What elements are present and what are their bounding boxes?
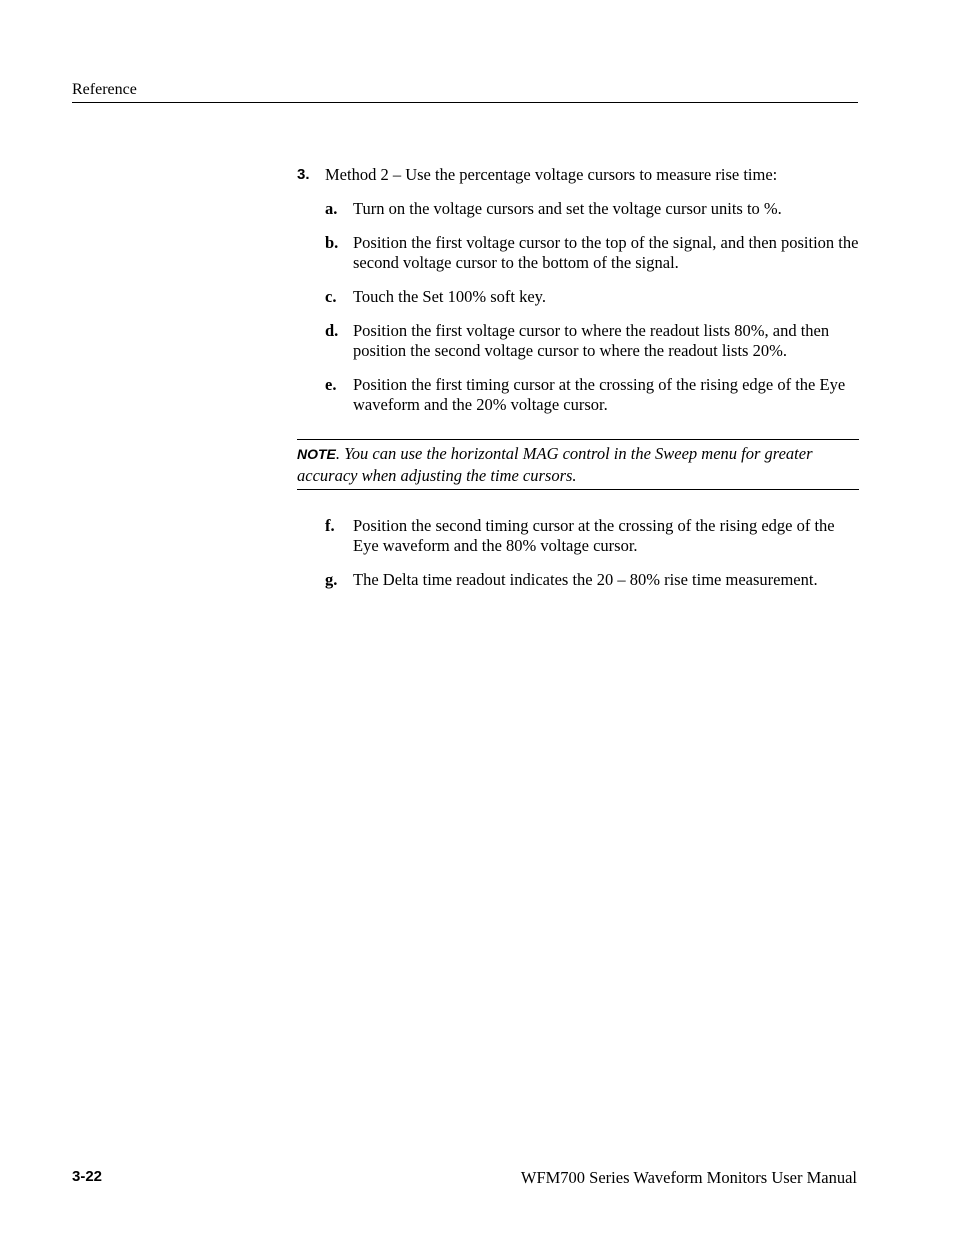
substep-text: Position the first timing cursor at the crossing of the rising edge of the Eye waveform and the 20% voltage cursor. <box>353 375 846 414</box>
header-rule <box>72 102 858 103</box>
substep-g <box>297 570 859 590</box>
manual-title: WFM700 Series Waveform Monitors User Manual <box>520 1168 857 1187</box>
substep-text: The Delta time readout indicates the 20 – 80% rise time measurement. <box>353 570 818 589</box>
step-3 <box>297 165 859 185</box>
header-section-label: Reference <box>72 81 137 98</box>
step-number: 3. <box>297 166 310 183</box>
note-box <box>297 439 859 490</box>
substep-text: Touch the Set 100% soft key. <box>353 287 546 306</box>
page-number: 3-22 <box>72 1168 103 1185</box>
substep-letter: a. <box>325 199 338 218</box>
substep-letter: d. <box>325 321 339 340</box>
substep-text: Position the first voltage cursor to the top of the signal, and then position the second voltage cursor to the bottom of the signal. <box>353 233 859 272</box>
substep-text: Turn on the voltage cursors and set the voltage cursor units to %. <box>353 199 782 218</box>
step-text: Method 2 – Use the percentage voltage cursors to measure rise time: <box>325 165 778 184</box>
substep-f <box>297 516 859 556</box>
substep-d <box>297 321 859 361</box>
note-label: NOTE <box>297 446 336 462</box>
substep-e <box>297 375 859 415</box>
procedure-content <box>297 165 859 604</box>
substep-letter: e. <box>325 375 337 394</box>
substep-a <box>297 199 859 219</box>
substep-text: Position the second timing cursor at the crossing of the rising edge of the Eye waveform and the 80% voltage cursor. <box>353 516 835 555</box>
substep-letter: g. <box>325 570 338 589</box>
substep-letter: b. <box>325 233 339 252</box>
note-text: . You can use the horizontal MAG control in the Sweep menu for greater accuracy when adjusting the time cursors. <box>297 444 813 485</box>
substep-letter: c. <box>325 287 337 306</box>
substep-b <box>297 233 859 273</box>
substep-c <box>297 287 859 307</box>
substep-text: Position the first voltage cursor to where the readout lists 80%, and then position the second voltage cursor to where the readout lists 20%. <box>353 321 830 360</box>
substep-letter: f. <box>325 516 335 535</box>
